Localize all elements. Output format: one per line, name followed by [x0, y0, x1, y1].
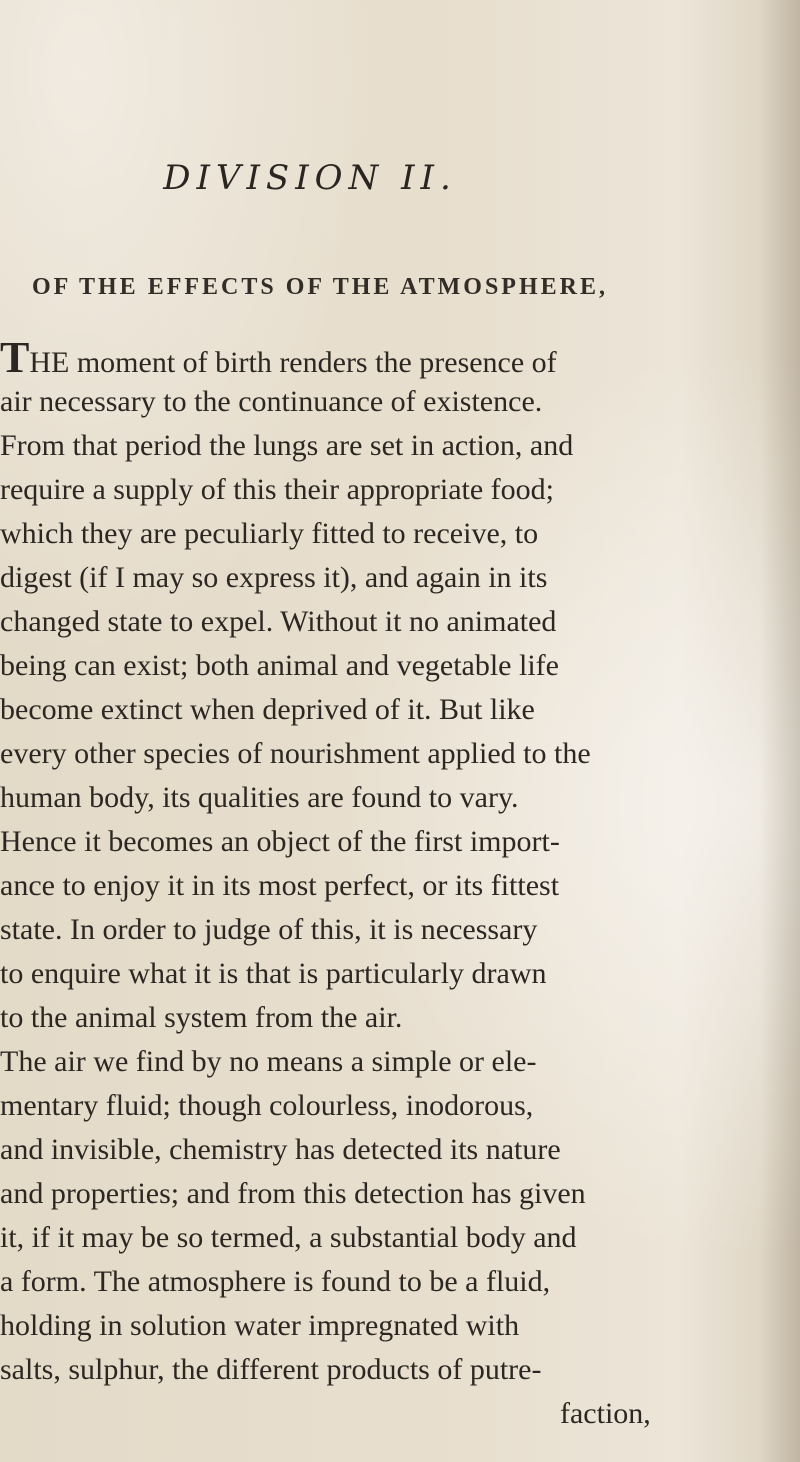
text-line: a form. The atmosphere is found to be a fluid, — [0, 1265, 551, 1298]
text-line: Hence it becomes an object of the first import- — [0, 825, 560, 858]
text-line: to enquire what it is that is particularly drawn — [0, 957, 547, 990]
text-line: require a supply of this their appropriate food; — [0, 473, 555, 506]
text-line: to the animal system from the air. — [0, 1001, 403, 1034]
text-line: become extinct when deprived of it. But like — [0, 693, 535, 726]
drop-cap: T — [0, 336, 30, 380]
text-line: human body, its qualities are found to vary. — [0, 781, 519, 814]
section-heading: OF THE EFFECTS OF THE ATMOSPHERE, — [32, 274, 608, 300]
text-line: salts, sulphur, the different products of putre- — [0, 1353, 542, 1386]
text-line: being can exist; both animal and vegetable life — [0, 649, 559, 682]
text-line: changed state to expel. Without it no animated — [0, 605, 557, 638]
text-line: it, if it may be so termed, a substantial body and — [0, 1221, 577, 1254]
text-line: every other species of nourishment applied to the — [0, 737, 591, 770]
text-line: air necessary to the continuance of existence. — [0, 385, 543, 418]
text-line: state. In order to judge of this, it is necessary — [0, 913, 538, 946]
text-line: From that period the lungs are set in action, and — [0, 429, 574, 462]
text-line: ance to enjoy it in its most perfect, or its fittest — [0, 869, 560, 902]
text-line: and invisible, chemistry has detected its nature — [0, 1133, 561, 1166]
text-line: mentary fluid; though colourless, inodorous, — [0, 1089, 534, 1122]
text-line: which they are peculiarly fitted to receive, to — [0, 517, 539, 550]
division-heading: DIVISION II. — [163, 158, 457, 198]
text-line-1 — [0, 336, 720, 380]
text-line: digest (if I may so express it), and again in its — [0, 561, 548, 594]
text-line: holding in solution water impregnated with — [0, 1309, 520, 1342]
catchword: faction, — [560, 1397, 651, 1430]
text-line: The air we find by no means a simple or ele- — [0, 1045, 537, 1078]
first-line-text: HE moment of birth renders the presence of — [29, 346, 557, 379]
body-text — [0, 336, 720, 1436]
text-line: and properties; and from this detection has given — [0, 1177, 586, 1210]
page-edge-shadow — [760, 0, 800, 1462]
